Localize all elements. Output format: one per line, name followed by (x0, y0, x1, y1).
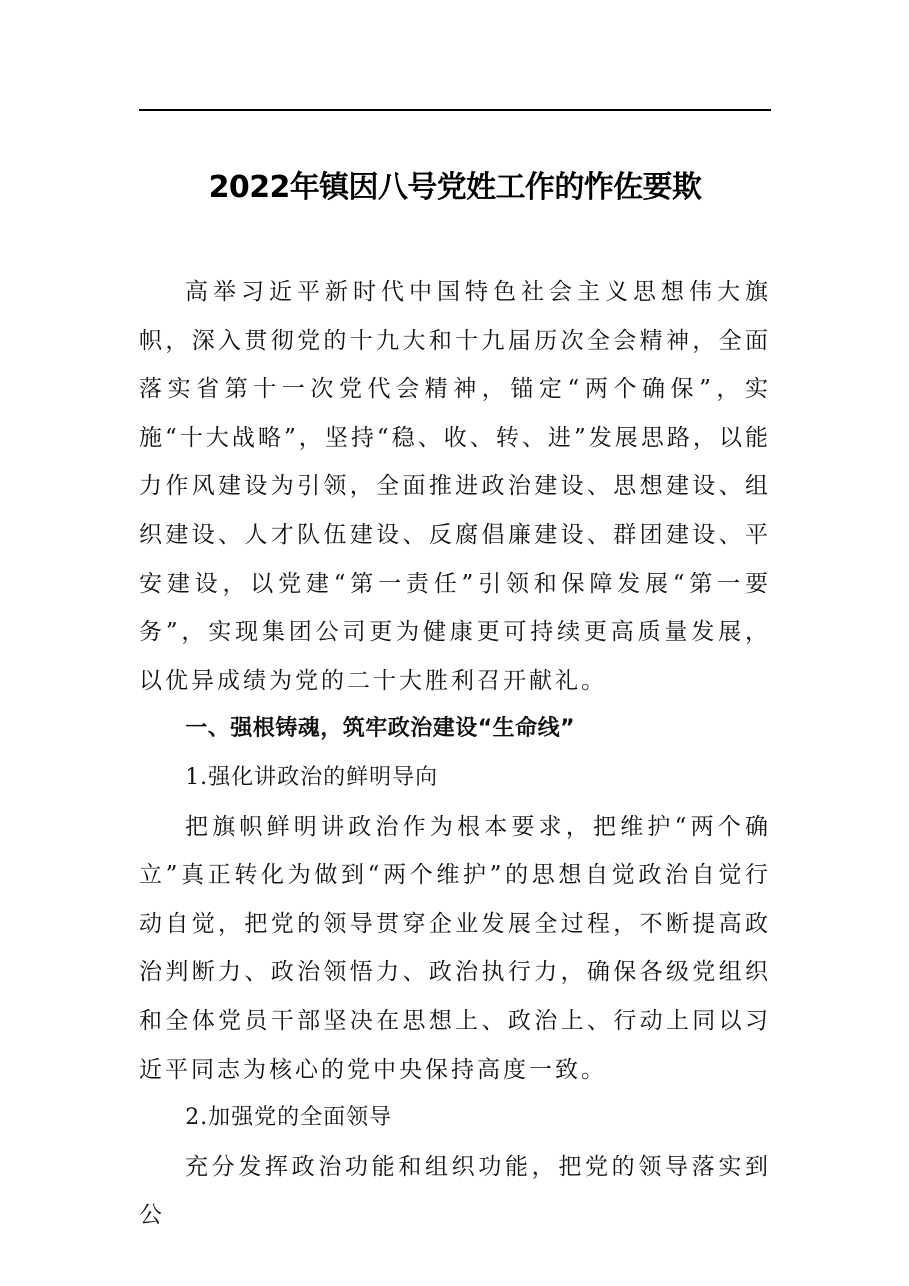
document-body (139, 268, 771, 1240)
header-rule (139, 109, 771, 111)
intro-paragraph: 高举习近平新时代中国特色社会主义思想伟大旗帜，深入贯彻党的十九大和十九届历次全会精神，全面落实省第十一次党代会精神，锚定“两个确保”，实施“十大战略”，坚持“稳、收、转、进”发展思路，以能力作风建设为引领，全面推进政治建设、思想建设、组织建设、人才队伍建设、反腐倡廉建设、群团建设、平安建设，以党建“第一责任”引领和保障发展“第一要务”，实现集团公司更为健康更可持续更高质量发展，以优异成绩为党的二十大胜利召开献礼。 (139, 279, 771, 694)
item-heading-2: 2.加强党的全面领导 (185, 1105, 393, 1131)
item-heading-1: 1.强化讲政治的鲜明导向 (185, 764, 439, 790)
section-heading-1: 一、强根铸魂，筑牢政治建设“生命线” (185, 716, 576, 742)
item-paragraph-2: 充分发挥政治功能和组织功能，把党的领导落实到公 (139, 1153, 771, 1229)
item-paragraph-1: 把旗帜鲜明讲政治作为根本要求，把维护“两个确立”真正转化为做到“两个维护”的思想自觉政治自觉行动自觉，把党的领导贯穿企业发展全过程，不断提高政治判断力、政治领悟力、政治执行力，确保各级党组织和全体党员干部坚决在思想上、政治上、行动上同以习近平同志为核心的党中央保持高度一致。 (139, 813, 771, 1083)
document-title: 2022年镇因八号党姓工作的怍佐要欺 (208, 170, 702, 205)
